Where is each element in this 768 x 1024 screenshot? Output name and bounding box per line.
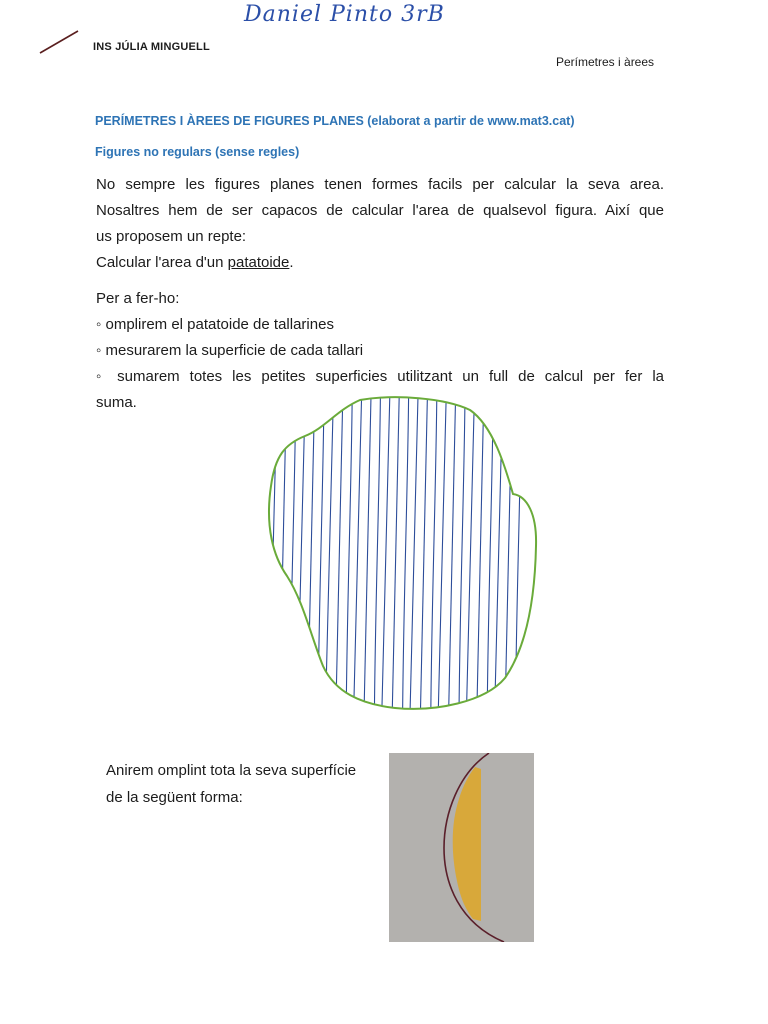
hatch-line	[364, 396, 371, 714]
hatch-line	[279, 396, 286, 714]
noodle-photo	[389, 753, 534, 942]
hatch-line	[325, 396, 333, 714]
section-header: Perímetres i àrees	[556, 55, 655, 69]
page-title: PERÍMETRES I ÀREES DE FIGURES PLANES (elaborat a partir de www.mat3.cat)	[95, 114, 575, 128]
intro-line: us proposem un repte:	[96, 228, 247, 245]
school-name: INS JÚLIA MINGUELL	[93, 41, 210, 53]
hatch-line	[410, 396, 418, 714]
challenge-text: Calcular l'area d'un	[96, 254, 228, 271]
hatch-line	[346, 396, 352, 714]
hatch-line	[466, 396, 474, 714]
list-item: ◦ sumarem totes les petites superficies utilitzant un full de calcul per fer la	[96, 368, 664, 385]
hatch-line	[403, 396, 409, 714]
list-item: ◦ mesurarem la superficie de cada tallari	[96, 342, 364, 359]
hatch-line	[392, 396, 399, 714]
hatch-line	[354, 396, 362, 714]
challenge-period: .	[289, 254, 294, 271]
hatch-line	[382, 396, 390, 714]
hatch-line	[477, 396, 484, 714]
hatch-line	[515, 396, 521, 714]
handwritten-name: Daniel Pinto 3rB	[244, 2, 445, 27]
intro-line-challenge	[96, 250, 664, 276]
hatch-line	[308, 396, 315, 714]
hatch-line	[449, 396, 456, 714]
patatoide-figure	[265, 396, 541, 714]
list-item-continuation: suma.	[96, 394, 137, 411]
page-subtitle: Figures no regulars (sense regles)	[95, 145, 300, 159]
list-item: ◦ omplirem el patatoide de tallarines	[96, 316, 334, 333]
hatch-line	[438, 396, 446, 714]
hatch-line	[420, 396, 427, 714]
intro-paragraph	[96, 172, 664, 276]
patatoide-word: patatoide	[227, 254, 290, 271]
hatch-lines	[269, 396, 521, 714]
filling-line: Anirem omplint tota la seva superfície	[106, 762, 357, 779]
hatch-line	[336, 396, 343, 714]
hatch-line	[487, 396, 493, 714]
steps-heading: Per a fer-ho:	[96, 290, 180, 307]
pen-mark	[38, 28, 82, 56]
noodle-photo-drawing	[389, 753, 534, 942]
hatch-line	[431, 396, 437, 714]
intro-line: No sempre les figures planes tenen formes facils per calcular la seva area.	[96, 176, 664, 193]
hatch-line	[374, 396, 380, 714]
filling-description	[106, 757, 376, 811]
intro-line: Nosaltres hem de ser capacos de calcular l'area de qualsevol figura. Així que	[96, 202, 664, 219]
hatch-line	[297, 396, 305, 714]
hatch-line	[459, 396, 465, 714]
filling-line: de la següent forma:	[106, 789, 243, 806]
